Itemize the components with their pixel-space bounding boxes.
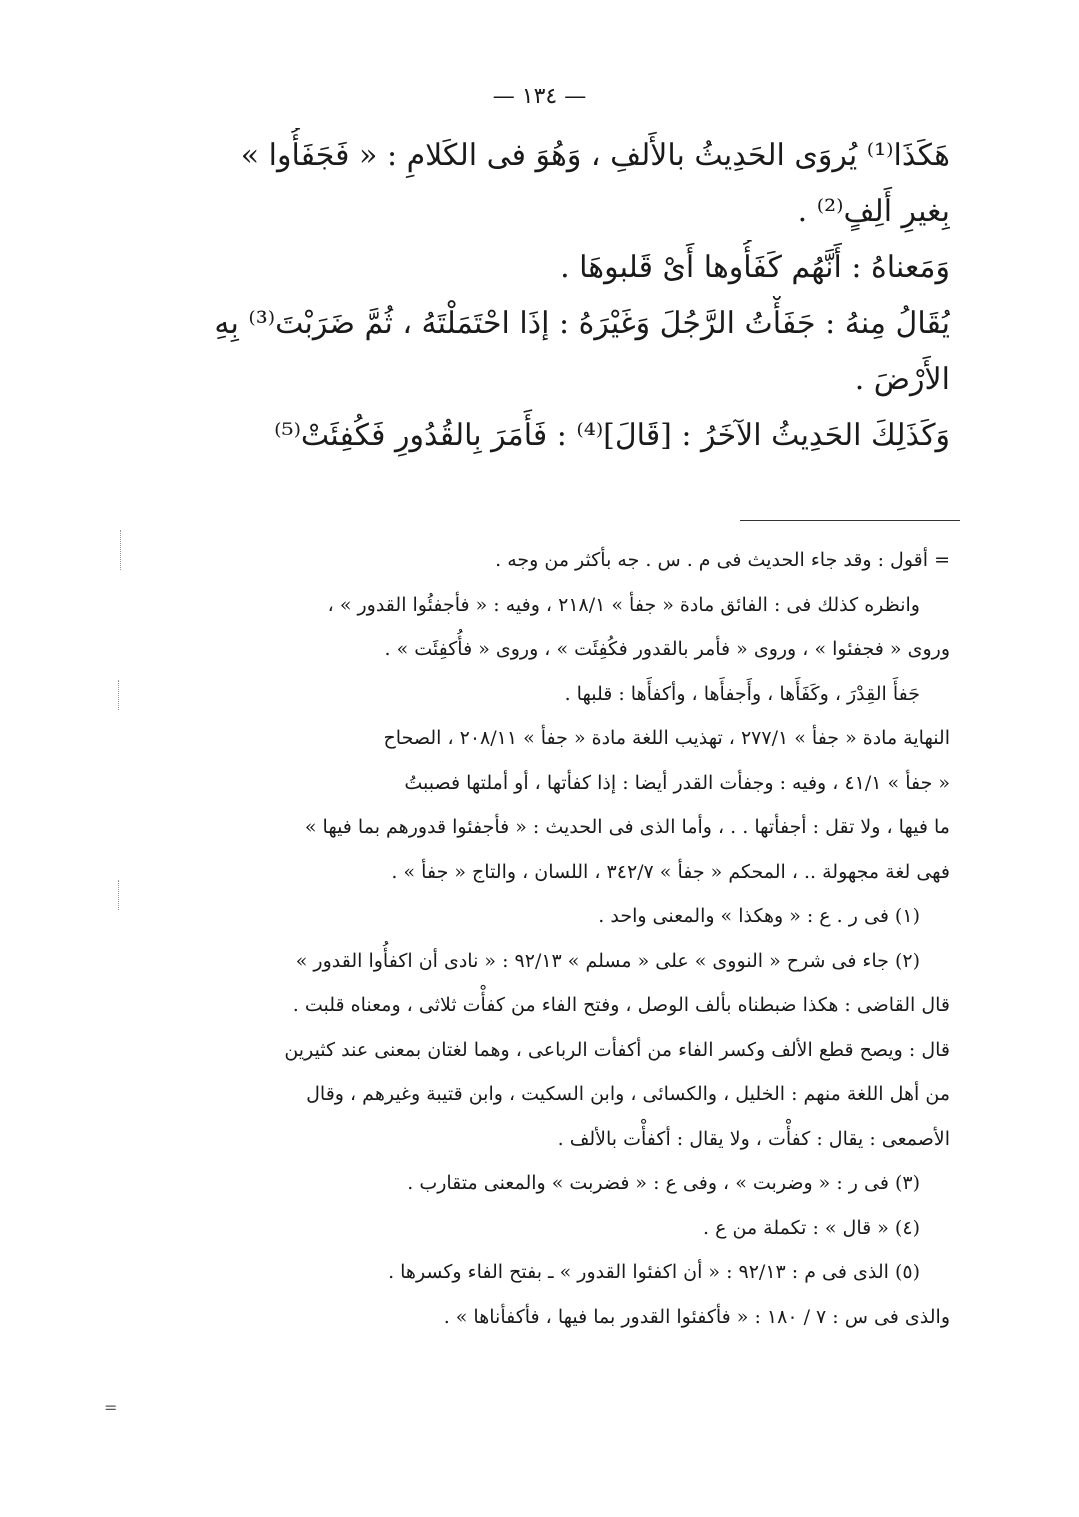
footnote-line: وروى « فجفئوا » ، وروى « فأمر بالقدور فكُفِئَت » ، وروى « فأُكفِئَت » . [384,638,950,660]
footnote-line: = أقول : وقد جاء الحديث فى م . س . جه بأكثر من وجه . [495,549,950,571]
main-text-line: هَكَذَا⁽¹⁾ يُروَى الحَدِيثُ بالأَلفِ ، وَهُوَ فى الكَلامِ : « فَجَفَأُوا » [240,138,950,173]
footnote-line: قال : ويصح قطع الألف وكسر الفاء من أكفأت الرباعى ، وهما لغتان بمعنى عند كثيرين [284,1038,950,1061]
footnote-line: (٥) الذى فى م : ٩٢/١٣ : « أن اكفئوا القدور » ـ بفتح الفاء وكسرها . [388,1261,920,1283]
footnote-line: قال القاضى : هكذا ضبطناه بألف الوصل ، وفتح الفاء من كفأْت ثلاثى ، ومعناه قلبت . [292,994,950,1016]
main-text-line: وَمَعناهُ : أَنَّهُم كَفَأُوها أَىْ قَلبوهَا . [560,250,950,285]
page-number: — ١٣٤ — [492,84,587,109]
footnote-line: فهى لغة مجهولة .. ، المحكم « جفأ » ٣٤٢/٧ ، اللسان ، والتاج « جفأ » . [391,860,950,883]
footnote-line: (١) فى ر . ع : « وهكذا » والمعنى واحد . [598,905,920,927]
footnotes-block [120,538,950,1339]
main-text-line: وَكَذَلِكَ الحَدِيثُ الآخَرُ : [قَالَ]⁽⁴⁾ : فَأَمَرَ بِالقُدُورِ فَكُفِئَتْ⁽⁵⁾ [274,418,950,453]
footnote-line: وانظره كذلك فى : الفائق مادة « جفأ » ٢١٨/١ ، وفيه : « فأجفئُوا القدور » ، [327,593,920,616]
footnote-line: ما فيها ، ولا تقل : أجفأتها . . ، وأما الذى فى الحديث : « فأجفئوا قدورهم بما فيها » [304,816,950,838]
margin-mark: = [104,1398,118,1417]
footnote-divider [740,520,960,521]
footnote-line: الأصمعى : يقال : كفأْت ، ولا يقال : أكفأْت بالألف . [557,1127,950,1150]
main-text-block [120,128,950,464]
footnote-line: من أهل اللغة منهم : الخليل ، والكسائى ، وابن السكيت ، وابن قتيبة وغيرهم ، وقال [306,1083,950,1105]
footnote-line: والذى فى س : ٧ / ١٨٠ : « فأكفئوا القدور بما فيها ، فأكفأناها » . [443,1305,950,1328]
main-text-line: بِغيرِ أَلِفٍ⁽²⁾ . [797,194,950,229]
main-text-line: الأَرْضَ . [854,362,950,397]
scan-speck [120,530,123,570]
scan-speck [118,880,121,910]
footnote-line: « جفأ » ٤١/١ ، وفيه : وجفأت القدر أيضا : إذا كفأتها ، أو أملتها فصببتُ [404,771,950,794]
footnote-line: (٣) فى ر : « وضربت » ، وفى ع : « فضربت » والمعنى متقارب . [407,1172,920,1194]
footnote-line: النهاية مادة « جفأ » ٢٧٧/١ ، تهذيب اللغة مادة « جفأ » ٢٠٨/١١ ، الصحاح [383,727,950,749]
scan-speck [118,680,121,710]
footnote-line: (٤) « قال » : تكملة من ع . [703,1216,920,1239]
footnote-line: جَفأَ القِدْرَ ، وكَفَأَها ، وأَجفأَها ، وأكفأَها : قلبها . [564,682,920,705]
main-text-line: يُقَالُ مِنهُ : جَفَأْتُ الرَّجُلَ وَغَيْرَهُ : إذَا احْتَمَلْتَهُ ، ثُمَّ ضَرَبْتَ⁽³⁾ بِهِ [214,306,950,341]
footnote-line: (٢) جاء فى شرح « النووى » على « مسلم » ٩٢/١٣ : « نادى أن اكفأُوا القدور » [295,949,920,972]
